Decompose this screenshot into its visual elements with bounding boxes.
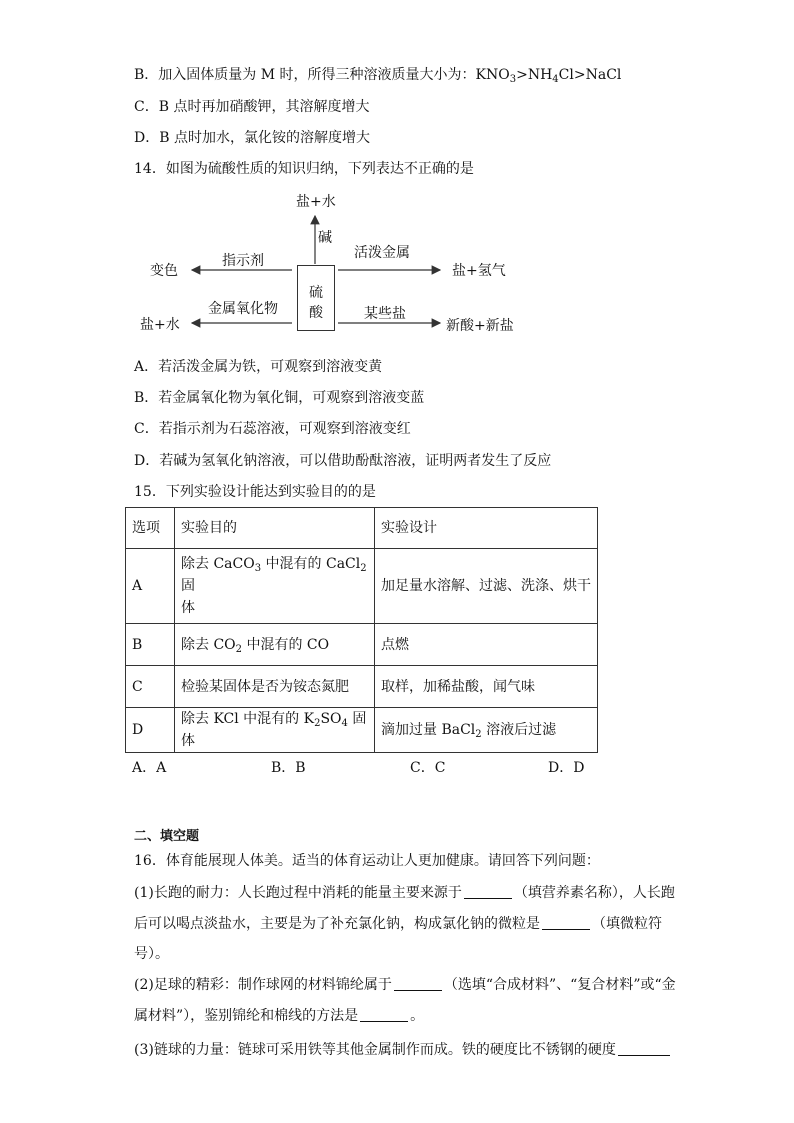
q13-option-d: D．B 点时加水，氯化铵的溶解度增大 — [134, 130, 370, 146]
row-goal: 除去 KCl 中混有的 $K_2SO_4$ 固体 — [175, 708, 375, 753]
row-goal: 除去 $CO_2$ 中混有的 CO — [175, 624, 375, 666]
acid-char-1: 硫 — [309, 285, 323, 301]
q15-choice-a: A．A — [132, 760, 167, 776]
q13-option-c: C．B 点时再加硝酸钾，其溶解度增大 — [134, 99, 370, 115]
q15-table — [125, 507, 598, 753]
right-bottom-reagent: 某些盐 — [364, 306, 406, 322]
right-bottom-product: 新酸+新盐 — [446, 318, 514, 334]
answer-blank[interactable] — [394, 976, 442, 991]
answer-blank[interactable] — [464, 884, 512, 899]
q14-option-b: B．若金属氧化物为氧化铜，可观察到溶液变蓝 — [134, 390, 425, 406]
q14-option-c: C．若指示剂为石蕊溶液，可观察到溶液变红 — [134, 421, 411, 437]
answer-blank[interactable] — [542, 915, 590, 930]
table-header-row — [126, 508, 598, 549]
answer-blank[interactable] — [360, 1007, 408, 1022]
right-top-product: 盐+氢气 — [452, 263, 506, 279]
q16-stem: 16．体育能展现人体美。适当的体育运动让人更加健康。请回答下列问题： — [134, 853, 600, 869]
q14-stem: 14．如图为硫酸性质的知识归纳，下列表达不正确的是 — [134, 161, 474, 177]
q15-stem: 15．下列实验设计能达到实验目的的是 — [134, 484, 376, 500]
q15-choice-d: D．D — [548, 760, 585, 776]
acid-box — [297, 265, 335, 331]
row-design: 点燃 — [375, 624, 598, 666]
header-option: 选项 — [126, 508, 175, 549]
q16-part1-line3: 号）。 — [134, 946, 169, 962]
header-goal: 实验目的 — [175, 508, 375, 549]
table-row — [126, 549, 598, 624]
acid-char-2: 酸 — [309, 305, 323, 321]
row-goal: 检验某固体是否为铵态氮肥 — [175, 666, 375, 708]
row-design: 取样，加稀盐酸，闻气味 — [375, 666, 598, 708]
top-reagent: 碱 — [318, 230, 332, 246]
table-row — [126, 666, 598, 708]
row-option: C — [126, 666, 175, 708]
q16-part2-line1: (2)足球的精彩：制作球网的材料锦纶属于 （选填“合成材料”、“复合材料”或“金 — [134, 977, 676, 993]
answer-blank[interactable] — [618, 1041, 670, 1056]
q16-part3-line1: (3)链球的力量：链球可采用铁等其他金属制作而成。铁的硬度比不锈钢的硬度 — [134, 1040, 672, 1060]
table-row — [126, 624, 598, 666]
table-row — [126, 708, 598, 753]
left-bottom-reagent: 金属氧化物 — [208, 301, 278, 317]
q14-option-a: A．若活泼金属为铁，可观察到溶液变黄 — [134, 359, 383, 375]
left-top-reagent: 指示剂 — [222, 253, 264, 269]
row-option: D — [126, 708, 175, 753]
q15-choice-c: C．C — [410, 760, 446, 776]
right-top-reagent: 活泼金属 — [354, 245, 410, 261]
row-option: A — [126, 549, 175, 624]
header-design: 实验设计 — [375, 508, 598, 549]
q13-option-b: B．加入固体质量为 M 时，所得三种溶液质量大小为：$KNO_3>NH_4Cl>NaCl$ — [134, 67, 622, 85]
top-product: 盐+水 — [296, 194, 336, 210]
left-bottom-product: 盐+水 — [140, 317, 180, 333]
sulfuric-acid-diagram — [140, 190, 520, 340]
q16-part2-line2: 属材料”），鉴别锦纶和棉线的方法是 。 — [134, 1008, 425, 1024]
q16-part1-line2: 后可以喝点淡盐水，主要是为了补充氯化钠，构成氯化钠的微粒是 （填微粒符 — [134, 916, 662, 932]
left-top-product: 变色 — [150, 263, 178, 279]
q15-choice-b: B．B — [271, 760, 306, 776]
q16-part1-line1: (1)长跑的耐力：人长跑过程中消耗的能量主要来源于 （填营养素名称），人长跑 — [134, 885, 675, 901]
row-design: 加足量水溶解、过滤、洗涤、烘干 — [375, 549, 598, 624]
row-option: B — [126, 624, 175, 666]
row-goal: 除去 CaCO$_3$ 中混有的 CaCl$_2$ 固 体 — [175, 549, 375, 624]
q14-option-d: D．若碱为氢氧化钠溶液，可以借助酚酞溶液，证明两者发生了反应 — [134, 453, 552, 469]
section-title: 二、填空题 — [134, 829, 200, 844]
row-design: 滴加过量 BaCl$_2$ 溶液后过滤 — [375, 708, 598, 753]
